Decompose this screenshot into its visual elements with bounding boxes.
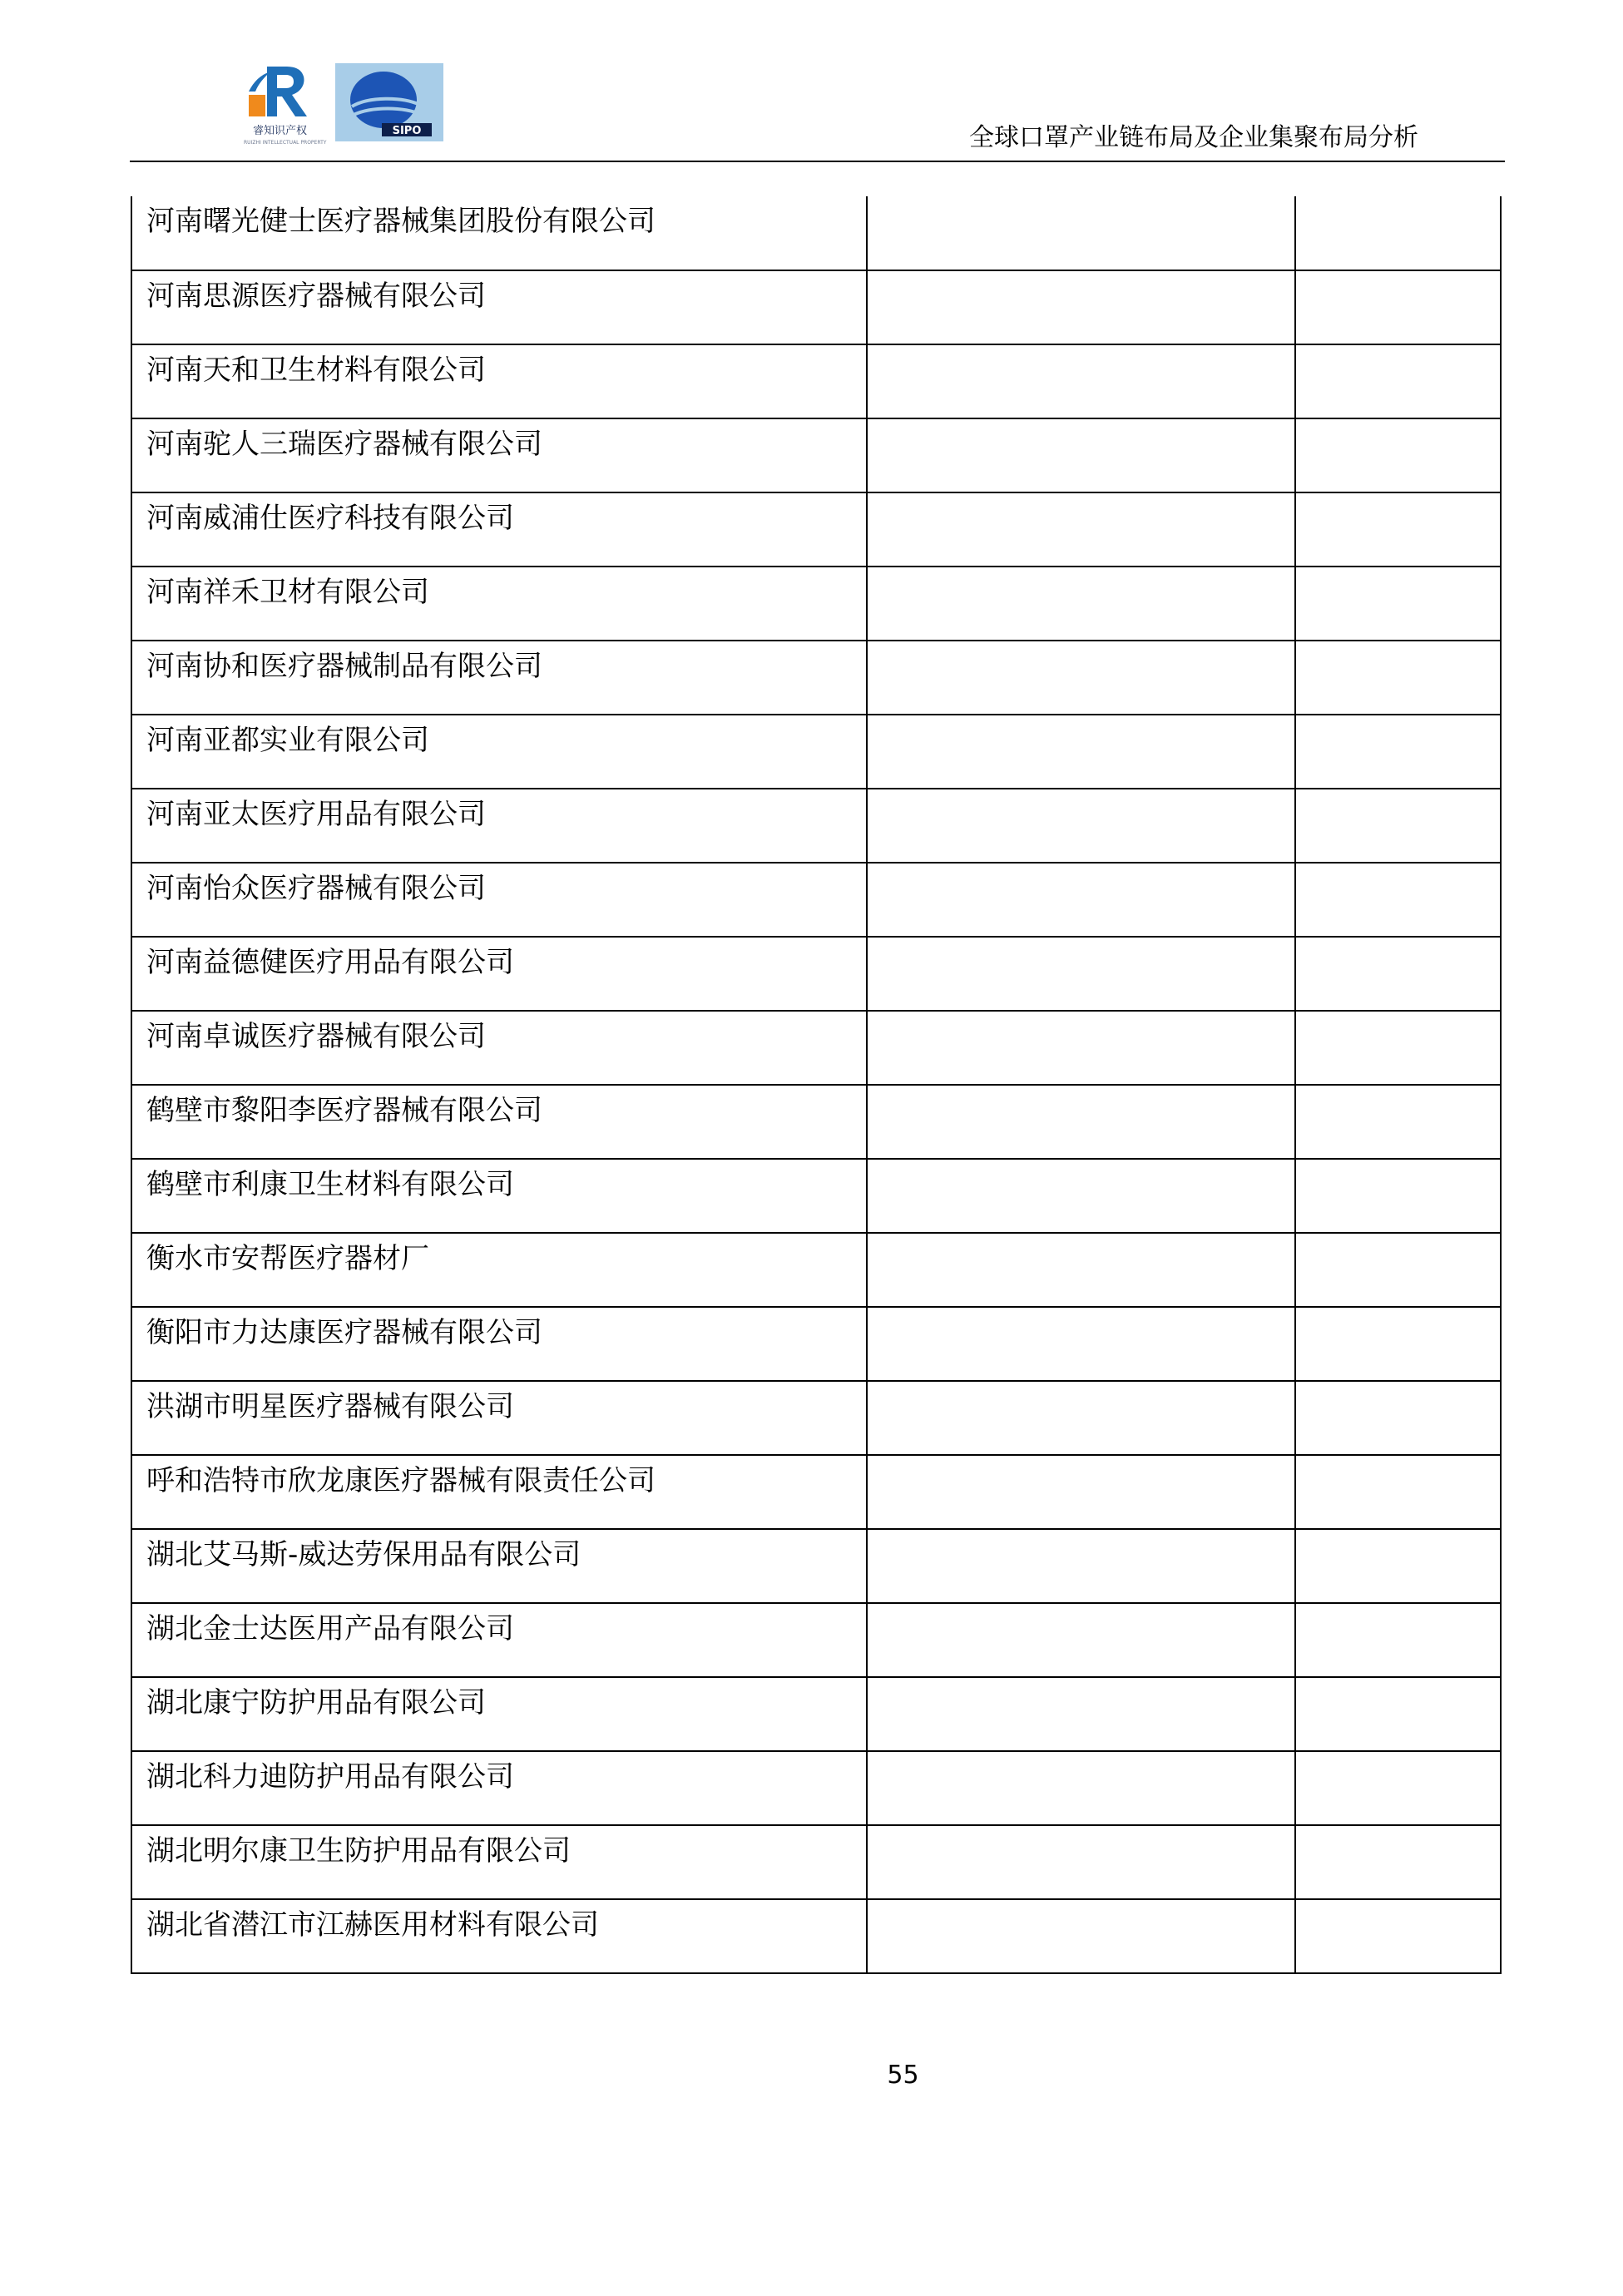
table-row: [131, 1603, 1501, 1677]
table-cell: [867, 715, 1295, 789]
company-name-cell: 洪湖市明星医疗器械有限公司: [131, 1381, 867, 1455]
table-row: [131, 863, 1501, 937]
table-cell: [1295, 789, 1501, 863]
header-divider: [130, 161, 1505, 162]
table-row: [131, 1455, 1501, 1529]
table-cell: [867, 863, 1295, 937]
logo-text: SIPO: [392, 125, 422, 137]
table-cell: [867, 1899, 1295, 1973]
table-cell: [1295, 1899, 1501, 1973]
table-cell: [1295, 1751, 1501, 1825]
company-name-cell: 湖北金士达医用产品有限公司: [131, 1603, 867, 1677]
table-row: [131, 270, 1501, 344]
table-cell: [867, 1825, 1295, 1899]
table-cell: [1295, 863, 1501, 937]
table-cell: [867, 1603, 1295, 1677]
table-row: [131, 1899, 1501, 1973]
table-cell: [867, 641, 1295, 715]
table-row: [131, 344, 1501, 418]
table-row: [131, 1825, 1501, 1899]
table-cell: [1295, 196, 1501, 270]
company-name-cell: 鹤壁市黎阳李医疗器械有限公司: [131, 1085, 867, 1159]
company-name-cell: 河南益德健医疗用品有限公司: [131, 937, 867, 1011]
company-name-cell: 河南曙光健士医疗器械集团股份有限公司: [131, 196, 867, 270]
table-row: [131, 1307, 1501, 1381]
table-row: [131, 789, 1501, 863]
table-cell: [867, 1011, 1295, 1085]
table-cell: [867, 344, 1295, 418]
table-cell: [867, 1159, 1295, 1233]
logo-caption: 睿知识产权: [253, 125, 308, 137]
company-name-cell: 鹤壁市利康卫生材料有限公司: [131, 1159, 867, 1233]
company-name-cell: 河南思源医疗器械有限公司: [131, 270, 867, 344]
table-cell: [1295, 1159, 1501, 1233]
company-name-cell: 河南亚都实业有限公司: [131, 715, 867, 789]
table-cell: [867, 1085, 1295, 1159]
table-cell: [867, 196, 1295, 270]
table-cell: [867, 492, 1295, 567]
table-cell: [1295, 715, 1501, 789]
company-table: [131, 196, 1502, 1974]
table-cell: [1295, 1603, 1501, 1677]
company-name-cell: 湖北康宁防护用品有限公司: [131, 1677, 867, 1751]
table-cell: [1295, 1307, 1501, 1381]
table-cell: [867, 1307, 1295, 1381]
table-cell: [867, 1529, 1295, 1603]
table-cell: [867, 937, 1295, 1011]
table-cell: [867, 1381, 1295, 1455]
page-header: [0, 0, 1623, 166]
company-name-cell: 河南怡众医疗器械有限公司: [131, 863, 867, 937]
table-row: [131, 1381, 1501, 1455]
table-cell: [1295, 1677, 1501, 1751]
table-row: [131, 1085, 1501, 1159]
company-name-cell: 衡阳市力达康医疗器械有限公司: [131, 1307, 867, 1381]
table-cell: [867, 567, 1295, 641]
table-cell: [1295, 567, 1501, 641]
company-name-cell: 呼和浩特市欣龙康医疗器械有限责任公司: [131, 1455, 867, 1529]
table-cell: [1295, 418, 1501, 492]
company-name-cell: 河南卓诚医疗器械有限公司: [131, 1011, 867, 1085]
table-cell: [867, 1233, 1295, 1307]
table-row: [131, 1677, 1501, 1751]
table-cell: [867, 418, 1295, 492]
table-cell: [1295, 1381, 1501, 1455]
company-name-cell: 湖北省潜江市江赫医用材料有限公司: [131, 1899, 867, 1973]
table-cell: [1295, 1011, 1501, 1085]
company-name-cell: 河南威浦仕医疗科技有限公司: [131, 492, 867, 567]
table-row: [131, 567, 1501, 641]
table-cell: [867, 1677, 1295, 1751]
table-cell: [1295, 1825, 1501, 1899]
table-row: [131, 641, 1501, 715]
table-row: [131, 1011, 1501, 1085]
table-cell: [1295, 270, 1501, 344]
table-cell: [867, 1751, 1295, 1825]
table-cell: [1295, 344, 1501, 418]
logo-subcaption: RUIZHI INTELLECTUAL PROPERTY: [244, 140, 327, 146]
table-cell: [1295, 1529, 1501, 1603]
table-cell: [1295, 1455, 1501, 1529]
company-name-cell: 河南祥禾卫材有限公司: [131, 567, 867, 641]
table-cell: [867, 1455, 1295, 1529]
table-row: [131, 1159, 1501, 1233]
company-table-body: [131, 196, 1501, 1973]
page-title: 全球口罩产业链布局及企业集聚布局分析: [969, 123, 1418, 152]
table-row: [131, 1529, 1501, 1603]
table-cell: [1295, 937, 1501, 1011]
table-row: [131, 196, 1501, 270]
table-row: [131, 937, 1501, 1011]
page-number: 55: [887, 2061, 919, 2090]
company-name-cell: 湖北科力迪防护用品有限公司: [131, 1751, 867, 1825]
company-name-cell: 河南亚太医疗用品有限公司: [131, 789, 867, 863]
table-row: [131, 492, 1501, 567]
table-row: [131, 1233, 1501, 1307]
company-name-cell: 河南协和医疗器械制品有限公司: [131, 641, 867, 715]
table-cell: [1295, 641, 1501, 715]
company-name-cell: 河南驼人三瑞医疗器械有限公司: [131, 418, 867, 492]
table-cell: [1295, 1233, 1501, 1307]
table-row: [131, 418, 1501, 492]
table-row: [131, 1751, 1501, 1825]
table-row: [131, 715, 1501, 789]
company-name-cell: 湖北艾马斯-威达劳保用品有限公司: [131, 1529, 867, 1603]
company-name-cell: 河南天和卫生材料有限公司: [131, 344, 867, 418]
table-cell: [1295, 492, 1501, 567]
table-cell: [1295, 1085, 1501, 1159]
company-name-cell: 衡水市安帮医疗器材厂: [131, 1233, 867, 1307]
table-cell: [867, 789, 1295, 863]
company-name-cell: 湖北明尔康卫生防护用品有限公司: [131, 1825, 867, 1899]
sipo-logo-icon: [335, 63, 443, 141]
table-cell: [867, 270, 1295, 344]
